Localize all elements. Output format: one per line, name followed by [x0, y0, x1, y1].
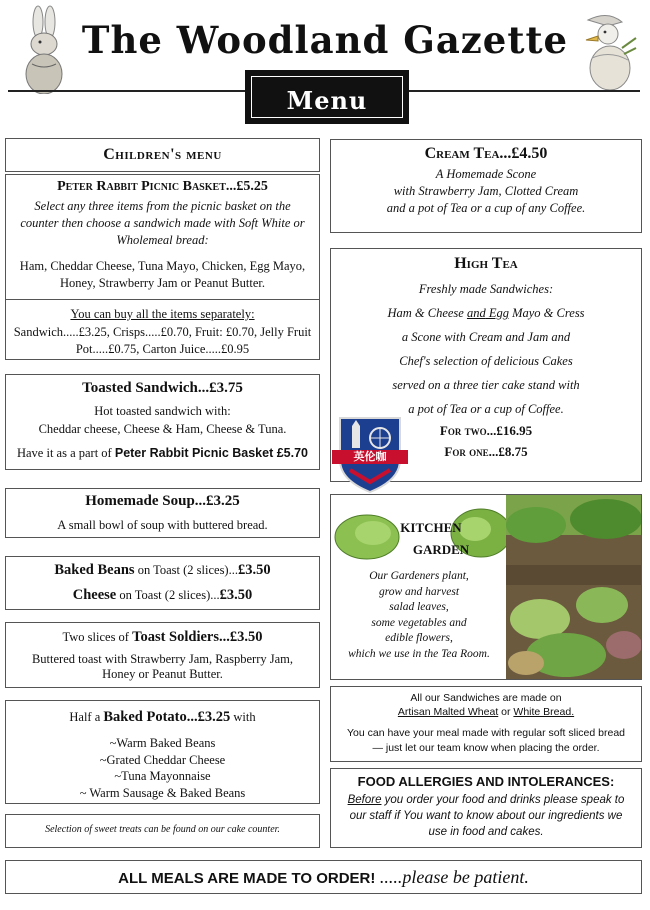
kitchen-garden-title: [381, 517, 481, 561]
baked-potato-title-line: [6, 709, 319, 726]
beans-cheese-box: [5, 556, 320, 610]
potato-option: ~Tuna Mayonnaise: [114, 769, 211, 783]
toasted-sandwich-line3: [6, 446, 319, 461]
baked-potato-title: Baked Potato...£3.25: [103, 709, 231, 725]
toasted-line3-bold: Peter Rabbit Picnic Basket £5.70: [114, 446, 309, 460]
menu-banner: [245, 70, 409, 124]
allergies-text: [339, 792, 633, 840]
toast-soldiers-box: [5, 622, 320, 688]
picnic-divider: [6, 299, 319, 300]
picnic-basket-fillings: Ham, Cheddar Cheese, Tuna Mayo, Chicken, Egg Mayo, Honey, Strawberry Jam or Peanut Butter.: [19, 259, 306, 290]
high-tea-title: High Tea: [454, 255, 518, 272]
baked-potato-prefix: Half a: [69, 710, 104, 724]
high-tea-for-one: For one...£8.75: [444, 444, 528, 459]
garden-line: grow and harvest: [378, 585, 460, 598]
picnic-basket-box: [5, 174, 320, 360]
duck-illustration: [578, 8, 638, 94]
footer-box: [5, 860, 642, 894]
toasted-sandwich-title: Toasted Sandwich...£3.75: [82, 380, 243, 396]
footer-text: [6, 867, 641, 888]
baked-beans-line: [6, 562, 319, 579]
high-tea-line2-a: Ham & Cheese: [387, 306, 467, 320]
high-tea-for-two: For two...£16.95: [439, 423, 533, 438]
allergies-box: [330, 768, 642, 848]
garden-photo: [506, 495, 641, 679]
childrens-menu-heading: Children's menu: [103, 146, 222, 163]
bread-info-box: [330, 686, 642, 762]
cream-tea-line: A Homemade Scone: [435, 167, 537, 181]
toasted-sandwich-line2: Cheddar cheese, Cheese & Ham, Cheese & Tuna.: [38, 422, 287, 436]
high-tea-line5: served on a three tier cake stand with: [392, 378, 580, 392]
toast-soldiers-prefix: Two slices of: [62, 630, 133, 644]
homemade-soup-description: A small bowl of soup with buttered bread.: [57, 518, 268, 532]
cheese-toast-price: £3.50: [219, 587, 253, 603]
cream-tea-line: and a pot of Tea or a cup of any Coffee.: [386, 201, 586, 215]
sweet-treats-box: [5, 814, 320, 848]
kitchen-garden-box: [330, 494, 642, 680]
kitchen-garden-title-1: KITCHEN: [400, 520, 462, 535]
garden-line: which we use in the Tea Room.: [348, 647, 490, 660]
cream-tea-line: with Strawberry Jam, Clotted Cream: [393, 184, 579, 198]
cream-tea-description: [331, 166, 641, 217]
toasted-sandwich-box: [5, 374, 320, 470]
high-tea-description: [331, 277, 641, 421]
kitchen-garden-title-2: GARDEN: [412, 542, 470, 557]
bread-white: White Bread.: [513, 706, 575, 718]
baked-potato-suffix: with: [230, 710, 256, 724]
separate-items-prices: Sandwich.....£3.25, Crisps.....£0.70, Fruit: £0.70, Jelly Fruit Pot.....£0.75, Carton Juice.....£0.95: [13, 325, 312, 356]
sweet-treats-note: Selection of sweet treats can be found on our cake counter.: [45, 824, 280, 835]
high-tea-line3: a Scone with Cream and Jam and: [401, 330, 571, 344]
allergies-rest: you order your food and drinks please speak to our staff if You want to know about our ingredients we use in food and cakes.: [349, 794, 625, 838]
potato-option: ~Grated Cheddar Cheese: [99, 752, 226, 767]
picnic-basket-description: Select any three items from the picnic basket on the counter then choose a sandwich made with Soft White or Wholemeal bread:: [20, 199, 305, 247]
baked-beans-price: £3.50: [237, 562, 271, 578]
childrens-menu-heading-box: [5, 138, 320, 172]
garden-line: edible flowers,: [385, 632, 453, 644]
footer-script: .....please be patient.: [375, 867, 529, 887]
picnic-basket-title: Peter Rabbit Picnic Basket...£5.25: [57, 179, 268, 194]
potato-option: ~Warm Baked Beans: [109, 736, 216, 750]
separate-items-heading: You can buy all the items separately:: [70, 307, 255, 321]
toast-soldiers-description: Buttered toast with Strawberry Jam, Raspberry Jam, Honey or Peanut Butter.: [31, 652, 294, 681]
bread-info-line1: All our Sandwiches are made on: [410, 692, 562, 704]
footer-bold: ALL MEALS ARE MADE TO ORDER!: [118, 870, 376, 887]
baked-potato-options: [6, 735, 319, 801]
cheese-toast-label: Cheese: [72, 587, 117, 603]
high-tea-line2: [331, 301, 641, 325]
homemade-soup-title: Homemade Soup...£3.25: [85, 493, 240, 509]
rabbit-illustration: [18, 4, 70, 94]
menu-label: Menu: [286, 86, 368, 115]
toast-soldiers-title-line: [6, 629, 319, 646]
baked-beans-mid: on Toast (2 slices)...: [134, 563, 238, 577]
homemade-soup-box: [5, 488, 320, 538]
high-tea-line1: Freshly made Sandwiches:: [418, 282, 554, 296]
baked-potato-box: [5, 700, 320, 804]
allergies-title: FOOD ALLERGIES AND INTOLERANCES:: [357, 774, 615, 789]
bread-artisan: Artisan Malted Wheat: [397, 706, 499, 718]
potato-option: ~ Warm Sausage & Baked Beans: [79, 785, 246, 800]
bread-info-line2: [331, 706, 641, 718]
toasted-line3-prefix: Have it as a part of: [16, 446, 115, 460]
cafe-badge-logo: [332, 414, 408, 494]
garden-line: some vegetables and: [371, 616, 467, 629]
cheese-toast-mid: on Toast (2 slices)...: [116, 588, 220, 602]
high-tea-line2-egg: Egg: [485, 306, 509, 320]
gazette-title: The Woodland Gazette: [81, 18, 569, 62]
kitchen-garden-description: [331, 569, 507, 662]
baked-beans-label: Baked Beans: [54, 562, 135, 578]
bread-info-line3: You can have your meal made with regular soft sliced bread — just let our team know when placing the order.: [346, 727, 626, 754]
toasted-sandwich-line1: Hot toasted sandwich with:: [94, 404, 231, 418]
bread-or: or: [498, 706, 514, 718]
allergies-before: Before: [347, 794, 382, 806]
cream-tea-box: [330, 139, 642, 233]
cafe-badge-text: 英伦咖: [353, 450, 387, 463]
toast-soldiers-title: Toast Soldiers...£3.50: [132, 629, 263, 645]
cream-tea-title: Cream Tea...£4.50: [424, 145, 548, 162]
high-tea-line6: a pot of Tea or a cup of Coffee.: [408, 402, 564, 416]
high-tea-line4: Chef's selection of delicious Cakes: [399, 354, 573, 368]
garden-line: Our Gardeners plant,: [369, 570, 469, 582]
garden-line: salad leaves,: [389, 601, 449, 613]
cheese-toast-line: [6, 587, 319, 604]
high-tea-line2-c: Mayo & Cress: [508, 306, 585, 320]
high-tea-line2-and: and: [466, 306, 486, 320]
